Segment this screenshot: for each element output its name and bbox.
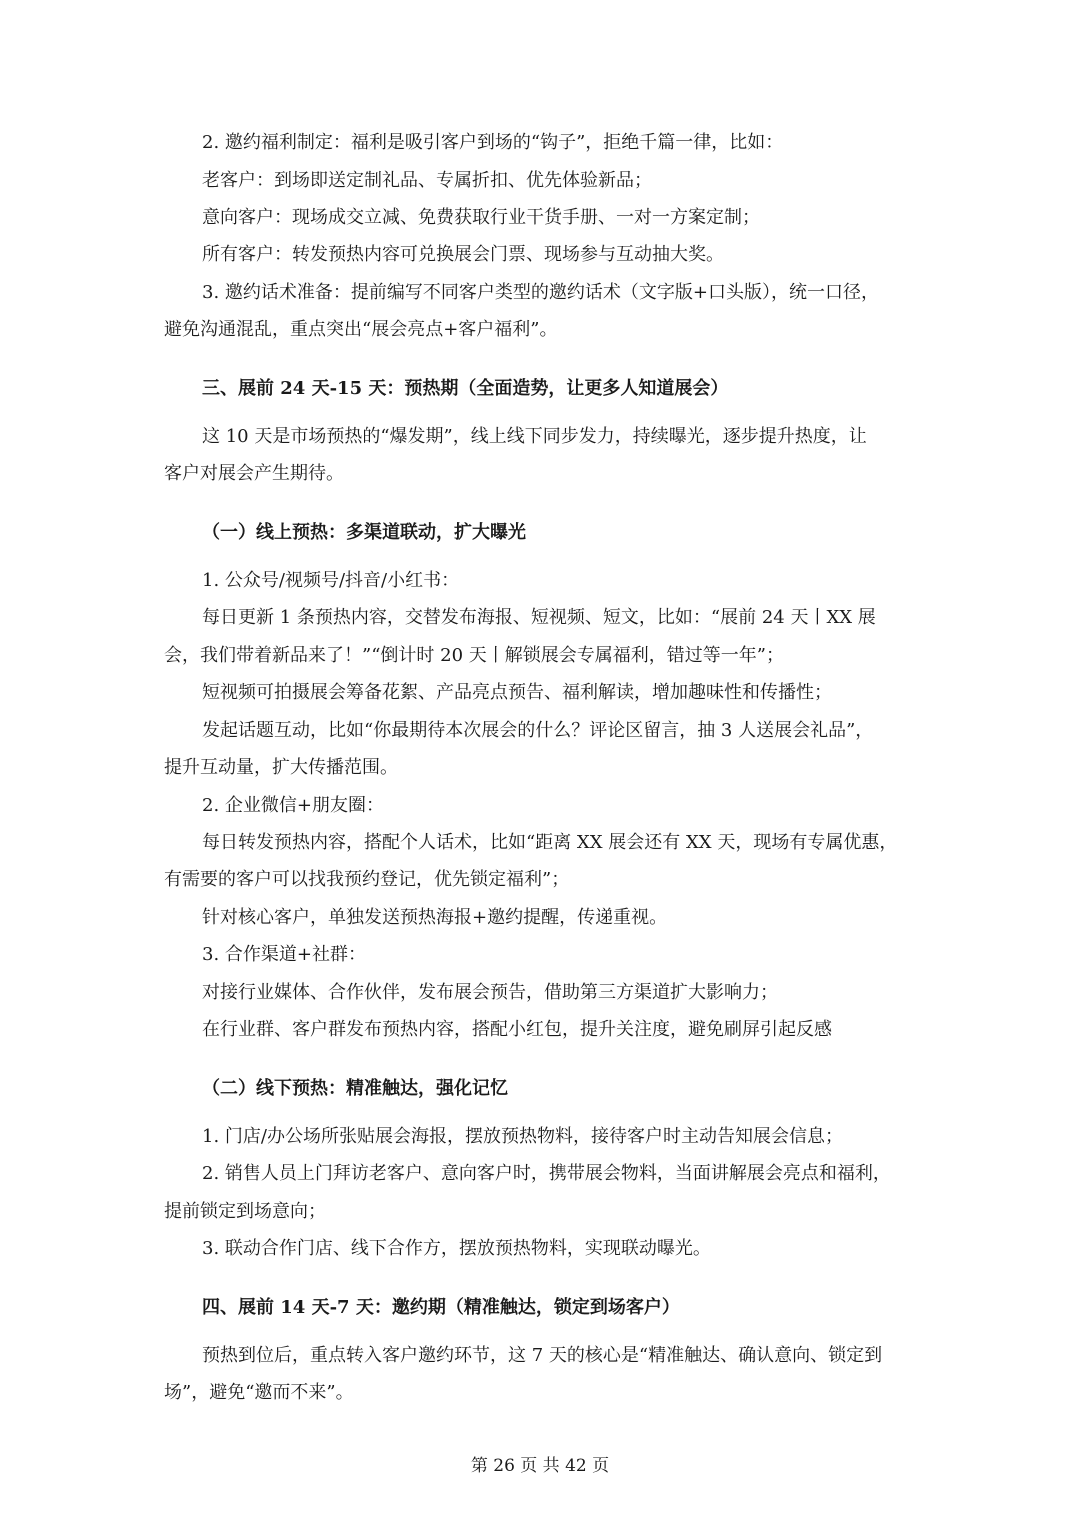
paragraph-line: 每日更新 1 条预热内容，交替发布海报、短视频、短文，比如：“展前 24 天丨XX 展 [202, 607, 876, 628]
list-item: 3. 合作渠道+社群： [202, 944, 366, 965]
paragraph-line: 有需要的客户可以找我预约登记，优先锁定福利”； [164, 869, 570, 890]
list-item: 老客户：到场即送定制礼品、专属折扣、优先体验新品； [202, 170, 652, 191]
list-item: 2. 企业微信+朋友圈： [202, 795, 384, 816]
subsection-heading: （二）线下预热：精准触达，强化记忆 [202, 1078, 508, 1099]
list-item: 避免沟通混乱，重点突出“展会亮点+客户福利”。 [164, 319, 558, 340]
paragraph-line: 提前锁定到场意向； [164, 1201, 326, 1222]
subsection-heading: （一）线上预热：多渠道联动，扩大曝光 [202, 522, 526, 543]
paragraph-line: 提升互动量，扩大传播范围。 [164, 757, 398, 778]
paragraph-line: 在行业群、客户群发布预热内容，搭配小红包，提升关注度，避免刷屏引起反感 [202, 1019, 832, 1040]
paragraph-line: 这 10 天是市场预热的“爆发期”，线上线下同步发力，持续曝光，逐步提升热度，让 [202, 426, 867, 447]
paragraph-line: 场”，避免“邀而不来”。 [164, 1382, 354, 1403]
paragraph-line: 针对核心客户，单独发送预热海报+邀约提醒，传递重视。 [202, 907, 668, 928]
list-item: 所有客户：转发预热内容可兑换展会门票、现场参与互动抽大奖。 [202, 244, 724, 265]
list-item: 3. 邀约话术准备：提前编写不同客户类型的邀约话术（文字版+口头版），统一口径， [202, 282, 879, 303]
paragraph-line: 会，我们带着新品来了！”“倒计时 20 天丨解锁展会专属福利，错过等一年”； [164, 645, 784, 666]
section-heading: 三、展前 24 天-15 天：预热期（全面造势，让更多人知道展会） [202, 378, 729, 399]
paragraph-line: 短视频可拍摄展会筹备花絮、产品亮点预告、福利解读，增加趣味性和传播性； [202, 682, 832, 703]
list-item: 3. 联动合作门店、线下合作方，摆放预热物料，实现联动曝光。 [202, 1238, 711, 1259]
list-item: 2. 销售人员上门拜访老客户、意向客户时，携带展会物料，当面讲解展会亮点和福利， [202, 1163, 891, 1184]
list-item: 2. 邀约福利制定：福利是吸引客户到场的“钩子”，拒绝千篇一律，比如： [202, 132, 784, 153]
paragraph-line: 发起话题互动，比如“你最期待本次展会的什么？评论区留言，抽 3 人送展会礼品”， [202, 720, 874, 741]
paragraph-line: 客户对展会产生期待。 [164, 463, 344, 484]
page-number-footer: 第 26 页 共 42 页 [470, 1456, 610, 1476]
paragraph-line: 预热到位后，重点转入客户邀约环节，这 7 天的核心是“精准触达、确认意向、锁定到 [202, 1345, 883, 1366]
paragraph-line: 对接行业媒体、合作伙伴，发布展会预告，借助第三方渠道扩大影响力； [202, 982, 778, 1003]
list-item: 1. 门店/办公场所张贴展会海报，摆放预热物料，接待客户时主动告知展会信息； [202, 1126, 843, 1147]
paragraph-line: 每日转发预热内容，搭配个人话术，比如“距离 XX 展会还有 XX 天，现场有专属优惠， [202, 832, 898, 853]
list-item: 意向客户：现场成交立减、免费获取行业干货手册、一对一方案定制； [202, 207, 760, 228]
list-item: 1. 公众号/视频号/抖音/小红书： [202, 570, 460, 591]
section-heading: 四、展前 14 天-7 天：邀约期（精准触达，锁定到场客户） [202, 1297, 680, 1318]
